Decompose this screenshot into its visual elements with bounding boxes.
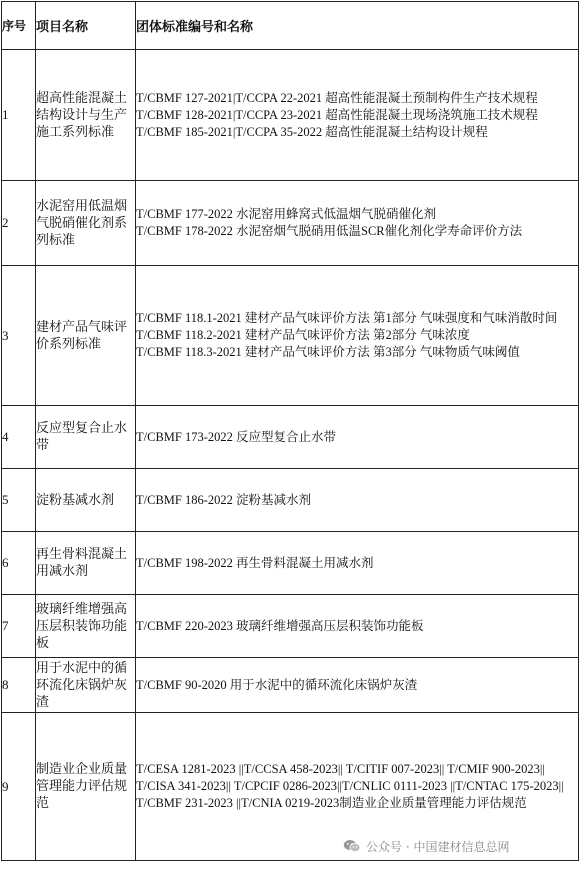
watermark [343,836,568,856]
standards-table [1,1,579,861]
row-number: 1 [2,50,36,181]
table-row [2,50,579,181]
table-row [2,406,579,469]
table-header-row [2,2,579,50]
standards-cell [136,266,579,406]
project-name: 用于水泥中的循环流化床锅炉灰渣 [36,658,136,713]
table-row [2,181,579,266]
standard-entry: T/CBMF 128-2021|T/CCPA 23-2021 超高性能混凝土现场浇筑施工技术规程 [136,107,538,122]
standard-entry: T/CBMF 178-2022 水泥窑烟气脱硝用低温SCR催化剂化学寿命评价方法 [136,224,523,238]
standards-cell [136,406,579,469]
standard-entry: T/CBMF 220-2023 玻璃纤维增强高压层积装饰功能板 [136,618,424,633]
table-body [2,50,579,861]
standards-cell [136,658,579,713]
standard-entry: T/CBMF 198-2022 再生骨料混凝土用减水剂 [136,555,374,570]
standard-entry: T/CBMF 118.2-2021 建材产品气味评价方法 第2部分 气味浓度 [136,328,470,342]
table-row [2,595,579,658]
project-name: 反应型复合止水带 [36,406,136,469]
standard-entry: T/CESA 1281-2023 ||T/CCSA 458-2023|| T/CITIF 007-2023|| T/CMIF 900-2023|| T/CISA 341-2023|| T/CPCIF 0286-2023||T/CNLIC 0111-2023 ||T/CNTAC 175-2023|| T/CBMF 231-2023 ||T/CNIA 0219-2023制造业企业质量管理能力评估规范 [136,762,564,810]
row-number: 7 [2,595,36,658]
standard-entry: T/CBMF 127-2021|T/CCPA 22-2021 超高性能混凝土预制构件生产技术规程 [136,90,538,105]
standards-cell [136,50,579,181]
header-num: 序号 [2,2,36,50]
project-name: 建材产品气味评价系列标准 [36,266,136,406]
standards-cell [136,532,579,595]
standard-entry: T/CBMF 186-2022 淀粉基减水剂 [136,492,312,507]
table-row [2,266,579,406]
header-name: 项目名称 [36,2,136,50]
standard-entry: T/CBMF 177-2022 水泥窑用蜂窝式低温烟气脱硝催化剂 [136,207,437,221]
standards-cell [136,595,579,658]
row-number: 2 [2,181,36,266]
standard-entry: T/CBMF 118.1-2021 建材产品气味评价方法 第1部分 气味强度和气味消散时间 [136,311,558,325]
standard-entry: T/CBMF 173-2022 反应型复合止水带 [136,429,337,444]
project-name: 淀粉基减水剂 [36,469,136,532]
project-name: 水泥窑用低温烟气脱硝催化剂系列标准 [36,181,136,266]
watermark-text: 公众号 · 中国建材信息总网 [366,839,510,854]
wechat-icon [343,839,361,853]
project-name: 超高性能混凝土结构设计与生产施工系列标准 [36,50,136,181]
row-number: 3 [2,266,36,406]
standard-entry: T/CBMF 185-2021|T/CCPA 35-2022 超高性能混凝土结构设计规程 [136,124,488,139]
project-name: 制造业企业质量管理能力评估规范 [36,713,136,861]
project-name: 再生骨料混凝土用减水剂 [36,532,136,595]
row-number: 8 [2,658,36,713]
row-number: 4 [2,406,36,469]
table-row [2,658,579,713]
row-number: 6 [2,532,36,595]
row-number: 5 [2,469,36,532]
row-number: 9 [2,713,36,861]
project-name: 玻璃纤维增强高压层积装饰功能板 [36,595,136,658]
standards-cell [136,181,579,266]
standard-entry: T/CBMF 118.3-2021 建材产品气味评价方法 第3部分 气味物质气味阈值 [136,345,520,359]
header-standards: 团体标准编号和名称 [136,2,579,50]
standard-entry: T/CBMF 90-2020 用于水泥中的循环流化床锅炉灰渣 [136,677,418,692]
standards-cell [136,469,579,532]
table-row [2,469,579,532]
table-row [2,532,579,595]
